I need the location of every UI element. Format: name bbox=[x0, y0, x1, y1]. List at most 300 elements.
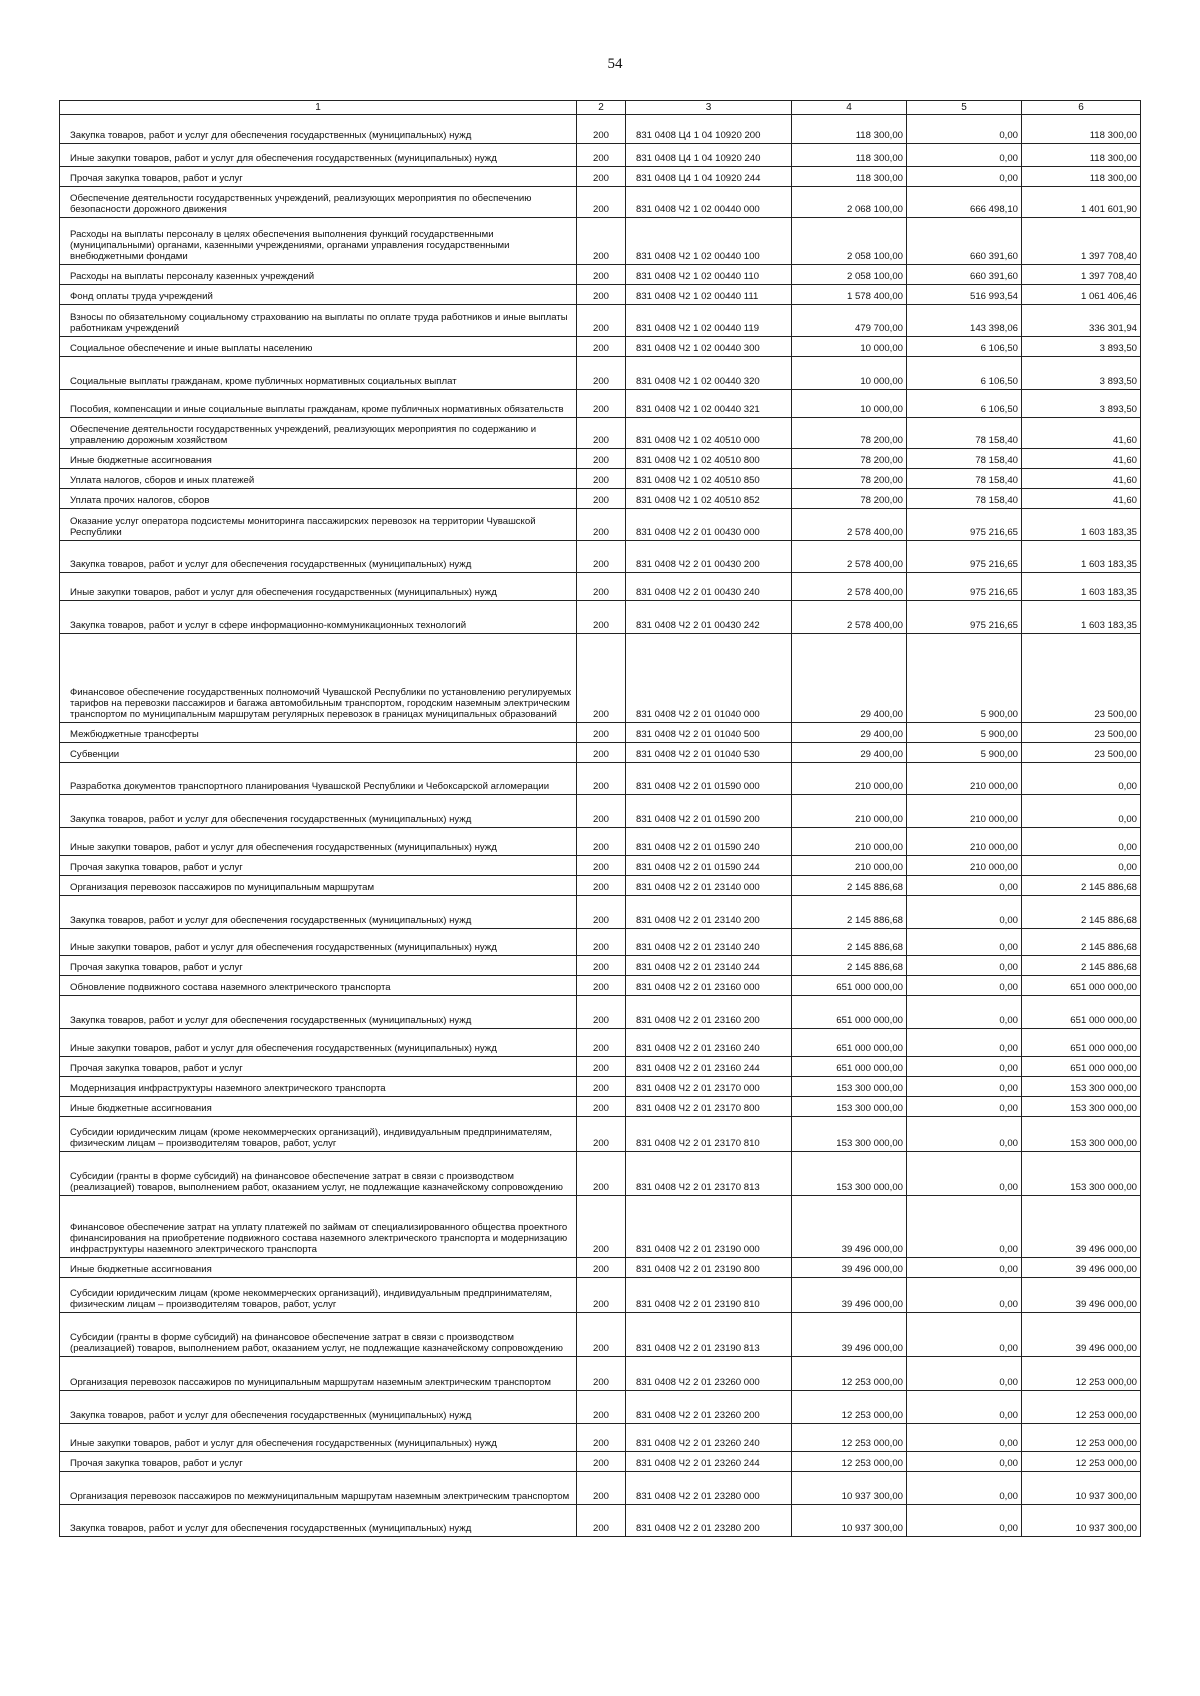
row-approved-amount: 651 000 000,00 bbox=[792, 1057, 907, 1077]
row-name: Закупка товаров, работ и услуг для обеспечения государственных (муниципальных) нужд bbox=[60, 795, 577, 828]
row-approved-amount: 2 058 100,00 bbox=[792, 265, 907, 285]
row-approved-amount: 210 000,00 bbox=[792, 795, 907, 828]
row-classification-code: 831 0408 Ч2 2 01 23140 244 bbox=[626, 956, 792, 976]
row-code: 200 bbox=[577, 285, 626, 305]
table-row bbox=[60, 828, 1141, 856]
row-name: Разработка документов транспортного планирования Чувашской Республики и Чебоксарской агломерации bbox=[60, 763, 577, 795]
table-row bbox=[60, 763, 1141, 795]
row-code: 200 bbox=[577, 896, 626, 929]
row-executed-amount: 210 000,00 bbox=[907, 828, 1022, 856]
row-executed-amount: 0,00 bbox=[907, 896, 1022, 929]
row-approved-amount: 29 400,00 bbox=[792, 634, 907, 723]
table-row bbox=[60, 795, 1141, 828]
table-row bbox=[60, 115, 1141, 144]
row-code: 200 bbox=[577, 541, 626, 573]
row-executed-amount: 0,00 bbox=[907, 167, 1022, 187]
row-classification-code: 831 0408 Ч2 2 01 23260 240 bbox=[626, 1424, 792, 1452]
row-unexecuted-amount: 1 603 183,35 bbox=[1022, 601, 1141, 634]
row-code: 200 bbox=[577, 763, 626, 795]
row-executed-amount: 78 158,40 bbox=[907, 449, 1022, 469]
row-approved-amount: 2 145 886,68 bbox=[792, 929, 907, 956]
row-executed-amount: 975 216,65 bbox=[907, 573, 1022, 601]
row-executed-amount: 0,00 bbox=[907, 976, 1022, 996]
row-executed-amount: 0,00 bbox=[907, 1258, 1022, 1278]
row-approved-amount: 2 578 400,00 bbox=[792, 509, 907, 541]
row-unexecuted-amount: 39 496 000,00 bbox=[1022, 1258, 1141, 1278]
row-unexecuted-amount: 651 000 000,00 bbox=[1022, 1057, 1141, 1077]
table-row bbox=[60, 509, 1141, 541]
row-executed-amount: 6 106,50 bbox=[907, 357, 1022, 390]
row-classification-code: 831 0408 Ц4 1 04 10920 200 bbox=[626, 115, 792, 144]
row-code: 200 bbox=[577, 828, 626, 856]
row-name: Прочая закупка товаров, работ и услуг bbox=[60, 1452, 577, 1472]
row-approved-amount: 651 000 000,00 bbox=[792, 996, 907, 1029]
row-unexecuted-amount: 39 496 000,00 bbox=[1022, 1196, 1141, 1258]
row-code: 200 bbox=[577, 167, 626, 187]
row-classification-code: 831 0408 Ч2 1 02 00440 320 bbox=[626, 357, 792, 390]
row-approved-amount: 12 253 000,00 bbox=[792, 1452, 907, 1472]
row-classification-code: 831 0408 Ч2 2 01 01590 200 bbox=[626, 795, 792, 828]
row-executed-amount: 5 900,00 bbox=[907, 634, 1022, 723]
row-code: 200 bbox=[577, 357, 626, 390]
row-code: 200 bbox=[577, 418, 626, 449]
row-approved-amount: 118 300,00 bbox=[792, 144, 907, 167]
row-name: Обеспечение деятельности государственных учреждений, реализующих мероприятия по обеспечению безопасности дорожного движения bbox=[60, 187, 577, 218]
row-executed-amount: 143 398,06 bbox=[907, 305, 1022, 337]
row-code: 200 bbox=[577, 509, 626, 541]
row-name: Закупка товаров, работ и услуг для обеспечения государственных (муниципальных) нужд bbox=[60, 996, 577, 1029]
table-row bbox=[60, 634, 1141, 723]
row-classification-code: 831 0408 Ч2 2 01 23170 813 bbox=[626, 1152, 792, 1196]
table-row bbox=[60, 743, 1141, 763]
row-unexecuted-amount: 2 145 886,68 bbox=[1022, 896, 1141, 929]
row-code: 200 bbox=[577, 976, 626, 996]
row-name: Уплата прочих налогов, сборов bbox=[60, 489, 577, 509]
row-name: Иные закупки товаров, работ и услуг для обеспечения государственных (муниципальных) нужд bbox=[60, 929, 577, 956]
row-code: 200 bbox=[577, 144, 626, 167]
row-unexecuted-amount: 118 300,00 bbox=[1022, 167, 1141, 187]
table-row bbox=[60, 1057, 1141, 1077]
row-approved-amount: 39 496 000,00 bbox=[792, 1258, 907, 1278]
row-approved-amount: 153 300 000,00 bbox=[792, 1097, 907, 1117]
row-code: 200 bbox=[577, 390, 626, 418]
row-executed-amount: 0,00 bbox=[907, 1313, 1022, 1357]
table-row bbox=[60, 1357, 1141, 1391]
row-name: Фонд оплаты труда учреждений bbox=[60, 285, 577, 305]
row-code: 200 bbox=[577, 856, 626, 876]
row-executed-amount: 0,00 bbox=[907, 144, 1022, 167]
row-approved-amount: 12 253 000,00 bbox=[792, 1357, 907, 1391]
row-classification-code: 831 0408 Ч2 2 01 23140 200 bbox=[626, 896, 792, 929]
page-number: 54 bbox=[607, 56, 623, 72]
row-unexecuted-amount: 118 300,00 bbox=[1022, 144, 1141, 167]
table-row bbox=[60, 856, 1141, 876]
row-unexecuted-amount: 0,00 bbox=[1022, 856, 1141, 876]
row-unexecuted-amount: 336 301,94 bbox=[1022, 305, 1141, 337]
row-name: Закупка товаров, работ и услуг для обеспечения государственных (муниципальных) нужд bbox=[60, 1391, 577, 1424]
row-classification-code: 831 0408 Ч2 2 01 23140 240 bbox=[626, 929, 792, 956]
row-executed-amount: 666 498,10 bbox=[907, 187, 1022, 218]
row-name: Финансовое обеспечение государственных полномочий Чувашской Республики по установлению регулируемых тарифов на перевозки пассажиров и багажа автомобильным транспортом, городским наземным электрическим транспортом по муниципальным маршрутам регулярных перевозок в границах муниципальных образований bbox=[60, 634, 577, 723]
row-code: 200 bbox=[577, 1152, 626, 1196]
row-name: Оказание услуг оператора подсистемы мониторинга пассажирских перевозок на территории Чувашской Республики bbox=[60, 509, 577, 541]
row-unexecuted-amount: 2 145 886,68 bbox=[1022, 956, 1141, 976]
row-classification-code: 831 0408 Ч2 1 02 40510 800 bbox=[626, 449, 792, 469]
column-header-4: 4 bbox=[792, 101, 907, 115]
row-name: Обновление подвижного состава наземного электрического транспорта bbox=[60, 976, 577, 996]
row-code: 200 bbox=[577, 876, 626, 896]
row-code: 200 bbox=[577, 1196, 626, 1258]
row-classification-code: 831 0408 Ч2 2 01 23170 000 bbox=[626, 1077, 792, 1097]
row-classification-code: 831 0408 Ч2 2 01 01040 500 bbox=[626, 723, 792, 743]
row-approved-amount: 10 000,00 bbox=[792, 337, 907, 357]
table-row bbox=[60, 1472, 1141, 1505]
row-executed-amount: 210 000,00 bbox=[907, 763, 1022, 795]
row-code: 200 bbox=[577, 743, 626, 763]
row-approved-amount: 39 496 000,00 bbox=[792, 1196, 907, 1258]
row-code: 200 bbox=[577, 573, 626, 601]
row-classification-code: 831 0408 Ч2 1 02 40510 852 bbox=[626, 489, 792, 509]
row-executed-amount: 78 158,40 bbox=[907, 418, 1022, 449]
row-executed-amount: 0,00 bbox=[907, 956, 1022, 976]
table-row bbox=[60, 1391, 1141, 1424]
row-name: Уплата налогов, сборов и иных платежей bbox=[60, 469, 577, 489]
row-name: Иные бюджетные ассигнования bbox=[60, 1258, 577, 1278]
row-executed-amount: 210 000,00 bbox=[907, 795, 1022, 828]
row-name: Прочая закупка товаров, работ и услуг bbox=[60, 167, 577, 187]
row-executed-amount: 0,00 bbox=[907, 1505, 1022, 1537]
table-row bbox=[60, 601, 1141, 634]
row-unexecuted-amount: 1 603 183,35 bbox=[1022, 541, 1141, 573]
row-classification-code: 831 0408 Ч2 2 01 23260 000 bbox=[626, 1357, 792, 1391]
table-row bbox=[60, 167, 1141, 187]
row-approved-amount: 12 253 000,00 bbox=[792, 1391, 907, 1424]
row-code: 200 bbox=[577, 1313, 626, 1357]
row-unexecuted-amount: 23 500,00 bbox=[1022, 634, 1141, 723]
row-unexecuted-amount: 1 603 183,35 bbox=[1022, 509, 1141, 541]
table-row bbox=[60, 1452, 1141, 1472]
row-executed-amount: 975 216,65 bbox=[907, 509, 1022, 541]
row-code: 200 bbox=[577, 1117, 626, 1152]
row-approved-amount: 210 000,00 bbox=[792, 763, 907, 795]
row-code: 200 bbox=[577, 1357, 626, 1391]
row-approved-amount: 78 200,00 bbox=[792, 489, 907, 509]
row-code: 200 bbox=[577, 1258, 626, 1278]
column-number-row bbox=[60, 101, 1141, 115]
row-unexecuted-amount: 41,60 bbox=[1022, 449, 1141, 469]
row-name: Финансовое обеспечение затрат на уплату платежей по займам от специализированного общества проектного финансирования на приобретение подвижного состава наземного электрического транспорта и модернизацию инфраструктуры наземного электрического транспорта bbox=[60, 1196, 577, 1258]
row-name: Модернизация инфраструктуры наземного электрического транспорта bbox=[60, 1077, 577, 1097]
row-name: Иные закупки товаров, работ и услуг для обеспечения государственных (муниципальных) нужд bbox=[60, 144, 577, 167]
row-classification-code: 831 0408 Ч2 2 01 23160 240 bbox=[626, 1029, 792, 1057]
row-executed-amount: 0,00 bbox=[907, 996, 1022, 1029]
row-name: Субсидии юридическим лицам (кроме некоммерческих организаций), индивидуальным предпринимателям, физическим лицам – производителям товаров, работ, услуг bbox=[60, 1117, 577, 1152]
table-row bbox=[60, 418, 1141, 449]
row-unexecuted-amount: 153 300 000,00 bbox=[1022, 1152, 1141, 1196]
row-classification-code: 831 0408 Ч2 2 01 23280 000 bbox=[626, 1472, 792, 1505]
row-unexecuted-amount: 10 937 300,00 bbox=[1022, 1505, 1141, 1537]
row-approved-amount: 153 300 000,00 bbox=[792, 1117, 907, 1152]
row-approved-amount: 12 253 000,00 bbox=[792, 1424, 907, 1452]
row-name: Межбюджетные трансферты bbox=[60, 723, 577, 743]
row-classification-code: 831 0408 Ч2 2 01 00430 240 bbox=[626, 573, 792, 601]
row-unexecuted-amount: 0,00 bbox=[1022, 795, 1141, 828]
row-unexecuted-amount: 39 496 000,00 bbox=[1022, 1278, 1141, 1313]
row-unexecuted-amount: 3 893,50 bbox=[1022, 357, 1141, 390]
table-row bbox=[60, 469, 1141, 489]
row-executed-amount: 0,00 bbox=[907, 1097, 1022, 1117]
table-row bbox=[60, 144, 1141, 167]
row-name: Организация перевозок пассажиров по муниципальным маршрутам наземным электрическим транспортом bbox=[60, 1357, 577, 1391]
row-code: 200 bbox=[577, 337, 626, 357]
table-row bbox=[60, 1152, 1141, 1196]
row-code: 200 bbox=[577, 187, 626, 218]
row-executed-amount: 0,00 bbox=[907, 929, 1022, 956]
row-approved-amount: 2 068 100,00 bbox=[792, 187, 907, 218]
row-code: 200 bbox=[577, 795, 626, 828]
row-unexecuted-amount: 1 401 601,90 bbox=[1022, 187, 1141, 218]
row-approved-amount: 29 400,00 bbox=[792, 723, 907, 743]
row-executed-amount: 0,00 bbox=[907, 115, 1022, 144]
row-code: 200 bbox=[577, 1029, 626, 1057]
row-name: Иные бюджетные ассигнования bbox=[60, 449, 577, 469]
table-row bbox=[60, 1029, 1141, 1057]
row-classification-code: 831 0408 Ч2 2 01 01590 000 bbox=[626, 763, 792, 795]
row-unexecuted-amount: 651 000 000,00 bbox=[1022, 976, 1141, 996]
row-executed-amount: 0,00 bbox=[907, 1452, 1022, 1472]
row-classification-code: 831 0408 Ч2 2 01 00430 200 bbox=[626, 541, 792, 573]
table-row bbox=[60, 1077, 1141, 1097]
row-name: Организация перевозок пассажиров по муниципальным маршрутам bbox=[60, 876, 577, 896]
row-executed-amount: 0,00 bbox=[907, 1152, 1022, 1196]
budget-execution-table bbox=[59, 100, 1141, 1537]
row-classification-code: 831 0408 Ч2 1 02 00440 000 bbox=[626, 187, 792, 218]
row-code: 200 bbox=[577, 265, 626, 285]
row-name: Прочая закупка товаров, работ и услуг bbox=[60, 1057, 577, 1077]
row-unexecuted-amount: 23 500,00 bbox=[1022, 743, 1141, 763]
row-classification-code: 831 0408 Ч2 2 01 01590 244 bbox=[626, 856, 792, 876]
row-approved-amount: 2 578 400,00 bbox=[792, 541, 907, 573]
row-name: Субсидии юридическим лицам (кроме некоммерческих организаций), индивидуальным предпринимателям, физическим лицам – производителям товаров, работ, услуг bbox=[60, 1278, 577, 1313]
row-classification-code: 831 0408 Ч2 2 01 23170 810 bbox=[626, 1117, 792, 1152]
row-unexecuted-amount: 3 893,50 bbox=[1022, 337, 1141, 357]
table-row bbox=[60, 489, 1141, 509]
row-classification-code: 831 0408 Ч2 2 01 23190 000 bbox=[626, 1196, 792, 1258]
row-unexecuted-amount: 1 397 708,40 bbox=[1022, 265, 1141, 285]
row-approved-amount: 2 578 400,00 bbox=[792, 601, 907, 634]
row-classification-code: 831 0408 Ч2 2 01 23190 800 bbox=[626, 1258, 792, 1278]
row-unexecuted-amount: 41,60 bbox=[1022, 469, 1141, 489]
row-approved-amount: 10 000,00 bbox=[792, 390, 907, 418]
row-code: 200 bbox=[577, 1278, 626, 1313]
row-code: 200 bbox=[577, 469, 626, 489]
row-classification-code: 831 0408 Ч2 2 01 00430 000 bbox=[626, 509, 792, 541]
row-unexecuted-amount: 1 061 406,46 bbox=[1022, 285, 1141, 305]
column-header-1: 1 bbox=[60, 101, 577, 115]
table-row bbox=[60, 449, 1141, 469]
row-classification-code: 831 0408 Ч2 2 01 23170 800 bbox=[626, 1097, 792, 1117]
row-executed-amount: 5 900,00 bbox=[907, 743, 1022, 763]
table-row bbox=[60, 723, 1141, 743]
row-executed-amount: 0,00 bbox=[907, 1077, 1022, 1097]
row-name: Закупка товаров, работ и услуг в сфере информационно-коммуникационных технологий bbox=[60, 601, 577, 634]
row-classification-code: 831 0408 Ч2 2 01 23190 813 bbox=[626, 1313, 792, 1357]
row-code: 200 bbox=[577, 1097, 626, 1117]
row-executed-amount: 0,00 bbox=[907, 876, 1022, 896]
row-code: 200 bbox=[577, 723, 626, 743]
table-row bbox=[60, 929, 1141, 956]
row-unexecuted-amount: 39 496 000,00 bbox=[1022, 1313, 1141, 1357]
table-body bbox=[60, 115, 1141, 1537]
table-row bbox=[60, 337, 1141, 357]
row-classification-code: 831 0408 Ч2 2 01 23260 200 bbox=[626, 1391, 792, 1424]
row-approved-amount: 153 300 000,00 bbox=[792, 1077, 907, 1097]
row-executed-amount: 5 900,00 bbox=[907, 723, 1022, 743]
row-classification-code: 831 0408 Ч2 1 02 00440 300 bbox=[626, 337, 792, 357]
row-unexecuted-amount: 2 145 886,68 bbox=[1022, 876, 1141, 896]
row-code: 200 bbox=[577, 305, 626, 337]
row-approved-amount: 210 000,00 bbox=[792, 828, 907, 856]
column-header-6: 6 bbox=[1022, 101, 1141, 115]
row-executed-amount: 660 391,60 bbox=[907, 265, 1022, 285]
row-name: Субсидии (гранты в форме субсидий) на финансовое обеспечение затрат в связи с производством (реализацией) товаров, выполнением работ, оказанием услуг, не подлежащие казначейскому сопровождению bbox=[60, 1152, 577, 1196]
row-approved-amount: 153 300 000,00 bbox=[792, 1152, 907, 1196]
row-code: 200 bbox=[577, 449, 626, 469]
table-row bbox=[60, 1097, 1141, 1117]
row-code: 200 bbox=[577, 601, 626, 634]
row-executed-amount: 660 391,60 bbox=[907, 218, 1022, 265]
row-approved-amount: 39 496 000,00 bbox=[792, 1313, 907, 1357]
row-executed-amount: 0,00 bbox=[907, 1196, 1022, 1258]
row-code: 200 bbox=[577, 634, 626, 723]
row-executed-amount: 6 106,50 bbox=[907, 337, 1022, 357]
row-name: Субсидии (гранты в форме субсидий) на финансовое обеспечение затрат в связи с производством (реализацией) товаров, выполнением работ, оказанием услуг, не подлежащие казначейскому сопровождению bbox=[60, 1313, 577, 1357]
row-classification-code: 831 0408 Ч2 2 01 23280 200 bbox=[626, 1505, 792, 1537]
row-classification-code: 831 0408 Ц4 1 04 10920 240 bbox=[626, 144, 792, 167]
row-approved-amount: 78 200,00 bbox=[792, 449, 907, 469]
row-classification-code: 831 0408 Ч2 2 01 01040 530 bbox=[626, 743, 792, 763]
row-classification-code: 831 0408 Ч2 2 01 23190 810 bbox=[626, 1278, 792, 1313]
row-unexecuted-amount: 153 300 000,00 bbox=[1022, 1077, 1141, 1097]
row-approved-amount: 651 000 000,00 bbox=[792, 976, 907, 996]
row-name: Взносы по обязательному социальному страхованию на выплаты по оплате труда работников и иные выплаты работникам учреждений bbox=[60, 305, 577, 337]
row-executed-amount: 0,00 bbox=[907, 1357, 1022, 1391]
row-approved-amount: 29 400,00 bbox=[792, 743, 907, 763]
row-name: Прочая закупка товаров, работ и услуг bbox=[60, 956, 577, 976]
row-approved-amount: 2 578 400,00 bbox=[792, 573, 907, 601]
row-executed-amount: 0,00 bbox=[907, 1278, 1022, 1313]
row-approved-amount: 210 000,00 bbox=[792, 856, 907, 876]
row-unexecuted-amount: 12 253 000,00 bbox=[1022, 1424, 1141, 1452]
row-classification-code: 831 0408 Ч2 2 01 23140 000 bbox=[626, 876, 792, 896]
row-approved-amount: 78 200,00 bbox=[792, 418, 907, 449]
row-name: Иные закупки товаров, работ и услуг для обеспечения государственных (муниципальных) нужд bbox=[60, 828, 577, 856]
row-classification-code: 831 0408 Ч2 2 01 23160 200 bbox=[626, 996, 792, 1029]
row-executed-amount: 0,00 bbox=[907, 1029, 1022, 1057]
row-name: Обеспечение деятельности государственных учреждений, реализующих мероприятия по содержанию и управлению дорожным хозяйством bbox=[60, 418, 577, 449]
row-code: 200 bbox=[577, 996, 626, 1029]
row-unexecuted-amount: 23 500,00 bbox=[1022, 723, 1141, 743]
row-classification-code: 831 0408 Ч2 1 02 00440 111 bbox=[626, 285, 792, 305]
row-classification-code: 831 0408 Ц4 1 04 10920 244 bbox=[626, 167, 792, 187]
row-unexecuted-amount: 2 145 886,68 bbox=[1022, 929, 1141, 956]
table-row bbox=[60, 976, 1141, 996]
row-unexecuted-amount: 0,00 bbox=[1022, 763, 1141, 795]
row-executed-amount: 78 158,40 bbox=[907, 489, 1022, 509]
row-name: Иные закупки товаров, работ и услуг для обеспечения государственных (муниципальных) нужд bbox=[60, 1424, 577, 1452]
row-name: Расходы на выплаты персоналу в целях обеспечения выполнения функций государственными (муниципальными) органами, казенными учреждениями, органами управления государственными внебюджетными фондами bbox=[60, 218, 577, 265]
table-row bbox=[60, 357, 1141, 390]
row-executed-amount: 0,00 bbox=[907, 1424, 1022, 1452]
row-name: Закупка товаров, работ и услуг для обеспечения государственных (муниципальных) нужд bbox=[60, 541, 577, 573]
row-name: Иные закупки товаров, работ и услуг для обеспечения государственных (муниципальных) нужд bbox=[60, 1029, 577, 1057]
row-unexecuted-amount: 12 253 000,00 bbox=[1022, 1391, 1141, 1424]
row-name: Организация перевозок пассажиров по межмуниципальным маршрутам наземным электрическим транспортом bbox=[60, 1472, 577, 1505]
row-executed-amount: 975 216,65 bbox=[907, 541, 1022, 573]
row-name: Иные бюджетные ассигнования bbox=[60, 1097, 577, 1117]
row-name: Социальные выплаты гражданам, кроме публичных нормативных социальных выплат bbox=[60, 357, 577, 390]
row-approved-amount: 118 300,00 bbox=[792, 167, 907, 187]
row-code: 200 bbox=[577, 1391, 626, 1424]
row-classification-code: 831 0408 Ч2 2 01 23260 244 bbox=[626, 1452, 792, 1472]
row-classification-code: 831 0408 Ч2 1 02 00440 119 bbox=[626, 305, 792, 337]
row-name: Закупка товаров, работ и услуг для обеспечения государственных (муниципальных) нужд bbox=[60, 896, 577, 929]
table-row bbox=[60, 956, 1141, 976]
row-approved-amount: 78 200,00 bbox=[792, 469, 907, 489]
row-executed-amount: 0,00 bbox=[907, 1117, 1022, 1152]
row-approved-amount: 479 700,00 bbox=[792, 305, 907, 337]
row-classification-code: 831 0408 Ч2 2 01 01590 240 bbox=[626, 828, 792, 856]
row-approved-amount: 118 300,00 bbox=[792, 115, 907, 144]
row-unexecuted-amount: 651 000 000,00 bbox=[1022, 1029, 1141, 1057]
row-classification-code: 831 0408 Ч2 1 02 00440 321 bbox=[626, 390, 792, 418]
table-row bbox=[60, 996, 1141, 1029]
table-row bbox=[60, 1505, 1141, 1537]
row-approved-amount: 651 000 000,00 bbox=[792, 1029, 907, 1057]
row-classification-code: 831 0408 Ч2 2 01 23160 244 bbox=[626, 1057, 792, 1077]
table-row bbox=[60, 1424, 1141, 1452]
row-approved-amount: 2 145 886,68 bbox=[792, 956, 907, 976]
row-approved-amount: 39 496 000,00 bbox=[792, 1278, 907, 1313]
row-classification-code: 831 0408 Ч2 2 01 00430 242 bbox=[626, 601, 792, 634]
row-unexecuted-amount: 1 397 708,40 bbox=[1022, 218, 1141, 265]
row-unexecuted-amount: 153 300 000,00 bbox=[1022, 1097, 1141, 1117]
row-code: 200 bbox=[577, 1505, 626, 1537]
row-code: 200 bbox=[577, 956, 626, 976]
row-executed-amount: 516 993,54 bbox=[907, 285, 1022, 305]
row-unexecuted-amount: 3 893,50 bbox=[1022, 390, 1141, 418]
row-name: Расходы на выплаты персоналу казенных учреждений bbox=[60, 265, 577, 285]
row-approved-amount: 10 000,00 bbox=[792, 357, 907, 390]
table-row bbox=[60, 1278, 1141, 1313]
row-classification-code: 831 0408 Ч2 1 02 40510 000 bbox=[626, 418, 792, 449]
table-row bbox=[60, 541, 1141, 573]
table-row bbox=[60, 1117, 1141, 1152]
row-executed-amount: 210 000,00 bbox=[907, 856, 1022, 876]
row-executed-amount: 975 216,65 bbox=[907, 601, 1022, 634]
row-code: 200 bbox=[577, 1472, 626, 1505]
table-row bbox=[60, 305, 1141, 337]
table-row bbox=[60, 285, 1141, 305]
row-code: 200 bbox=[577, 489, 626, 509]
row-approved-amount: 2 145 886,68 bbox=[792, 876, 907, 896]
row-approved-amount: 10 937 300,00 bbox=[792, 1505, 907, 1537]
table-row bbox=[60, 896, 1141, 929]
row-unexecuted-amount: 10 937 300,00 bbox=[1022, 1472, 1141, 1505]
row-name: Социальное обеспечение и иные выплаты населению bbox=[60, 337, 577, 357]
row-executed-amount: 0,00 bbox=[907, 1472, 1022, 1505]
row-unexecuted-amount: 12 253 000,00 bbox=[1022, 1452, 1141, 1472]
